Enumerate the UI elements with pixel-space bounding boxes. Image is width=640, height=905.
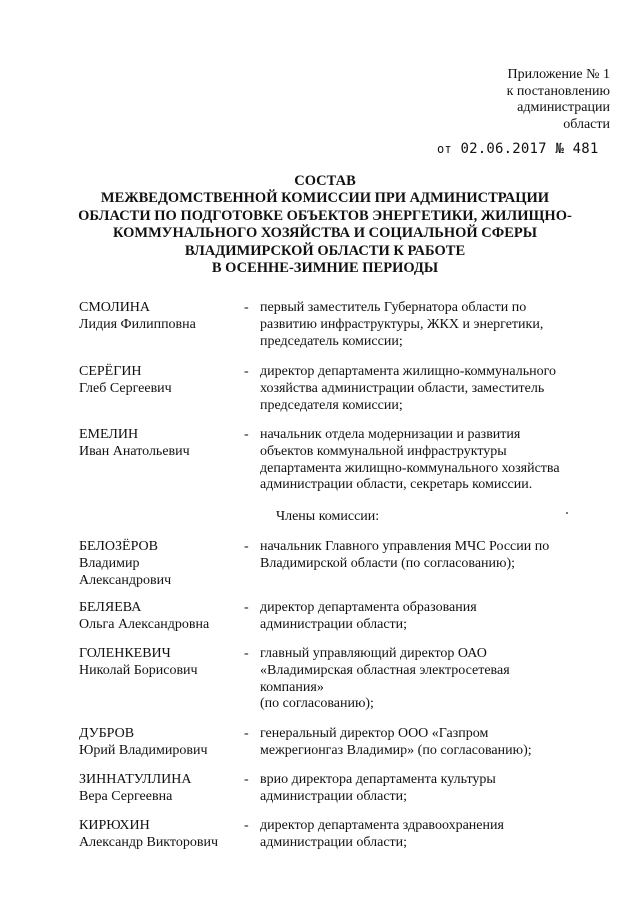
- member-name: [79, 539, 239, 589]
- position-line: главный управляющий директор ОАО: [260, 646, 487, 661]
- appendix-line: области: [563, 116, 610, 132]
- dash-separator: -: [244, 772, 249, 787]
- member-name: [79, 300, 239, 334]
- member-position: [260, 300, 620, 350]
- scan-speck: [566, 512, 568, 514]
- member-surname: ЗИННАТУЛЛИНА: [79, 772, 192, 787]
- member-surname: ГОЛЕНКЕВИЧ: [79, 646, 171, 661]
- order-prefix: от: [437, 142, 452, 156]
- member-name: [79, 600, 239, 634]
- position-line: председателя комиссии;: [260, 397, 403, 413]
- title-line: ОБЛАСТИ ПО ПОДГОТОВКЕ ОБЪЕКТОВ ЭНЕРГЕТИКИ, ЖИЛИЩНО-: [78, 207, 572, 224]
- appendix-line: администрации: [517, 100, 610, 115]
- appendix-line: к постановлению: [506, 83, 610, 99]
- position-line: «Владимирская областная электросетевая: [260, 662, 510, 678]
- document-title: [60, 173, 590, 277]
- order-date-number: [437, 141, 599, 157]
- member-name: [79, 772, 239, 806]
- member-given-name: Владимир: [79, 555, 140, 571]
- dash-separator: -: [244, 726, 249, 741]
- member-name: [79, 646, 239, 680]
- member-position: [260, 364, 620, 414]
- member-position: [260, 818, 620, 852]
- appendix-block: [507, 67, 610, 133]
- position-line: директор департамента образования: [260, 600, 477, 615]
- title-line: МЕЖВЕДОМСТВЕННОЙ КОМИССИИ ПРИ АДМИНИСТРАЦИИ: [100, 190, 550, 207]
- position-line: администрации области;: [260, 616, 408, 632]
- members-heading: Члены комиссии:: [276, 509, 380, 524]
- dash-separator: -: [244, 427, 249, 442]
- position-line: развитию инфраструктуры, ЖКХ и энергетики,: [260, 316, 544, 332]
- member-name: [79, 427, 239, 461]
- member-position: [260, 427, 620, 494]
- position-line: хозяйства администрации области, заместитель: [260, 380, 545, 396]
- position-line: администрации области, секретарь комиссии.: [260, 477, 533, 493]
- member-name: [79, 726, 239, 760]
- title-line: СОСТАВ: [294, 173, 356, 189]
- member-given-name: Глеб Сергеевич: [79, 380, 172, 396]
- position-line: межрегионгаз Владимир» (по согласованию);: [260, 742, 532, 758]
- member-given-name: Александрович: [79, 572, 172, 588]
- order-text: 02.06.2017 № 481: [460, 141, 599, 157]
- position-line: администрации области;: [260, 834, 408, 850]
- position-line: департамента жилищно-коммунального хозяйства: [260, 460, 560, 476]
- dash-separator: -: [244, 300, 249, 315]
- position-line: директор департамента жилищно-коммунального: [260, 364, 557, 379]
- position-line: Владимирской области (по согласованию);: [260, 555, 516, 571]
- member-given-name: Николай Борисович: [79, 662, 198, 678]
- position-line: председатель комиссии;: [260, 333, 403, 349]
- member-position: [260, 772, 620, 806]
- title-line: ВЛАДИМИРСКОЙ ОБЛАСТИ К РАБОТЕ: [184, 242, 466, 259]
- dash-separator: -: [244, 646, 249, 661]
- dash-separator: -: [244, 539, 249, 554]
- title-line: В ОСЕННЕ-ЗИМНИЕ ПЕРИОДЫ: [211, 260, 439, 277]
- member-given-name: Ольга Александровна: [79, 616, 210, 632]
- dash-separator: -: [244, 364, 249, 379]
- position-line: объектов коммунальной инфраструктуры: [260, 443, 507, 459]
- member-surname: СЕРЁГИН: [79, 364, 142, 379]
- member-given-name: Александр Викторович: [79, 834, 219, 850]
- position-line: генеральный директор ООО «Газпром: [260, 726, 489, 741]
- position-line: начальник отдела модернизации и развития: [260, 427, 521, 442]
- member-surname: БЕЛОЗЁРОВ: [79, 539, 158, 554]
- member-given-name: Лидия Филипповна: [79, 316, 196, 332]
- member-position: [260, 646, 620, 713]
- member-name: [79, 364, 239, 398]
- member-name: [79, 818, 239, 852]
- position-line: директор департамента здравоохранения: [260, 818, 504, 833]
- member-given-name: Вера Сергеевна: [79, 788, 173, 804]
- title-line: КОММУНАЛЬНОГО ХОЗЯЙСТВА И СОЦИАЛЬНОЙ СФЕРЫ: [113, 225, 537, 242]
- member-position: [260, 600, 620, 634]
- dash-separator: -: [244, 818, 249, 833]
- member-surname: ЕМЕЛИН: [79, 427, 139, 442]
- member-given-name: Юрий Владимирович: [79, 742, 208, 758]
- member-surname: БЕЛЯЕВА: [79, 600, 142, 615]
- member-position: [260, 726, 620, 760]
- member-surname: ДУБРОВ: [79, 726, 135, 741]
- position-line: первый заместитель Губернатора области по: [260, 300, 527, 315]
- appendix-line: Приложение № 1: [507, 67, 610, 82]
- position-line: врио директора департамента культуры: [260, 772, 496, 787]
- member-surname: СМОЛИНА: [79, 300, 151, 315]
- position-line: начальник Главного управления МЧС России по: [260, 539, 550, 554]
- member-given-name: Иван Анатольевич: [79, 443, 190, 459]
- position-line: администрации области;: [260, 788, 408, 804]
- member-position: [260, 539, 620, 573]
- position-line: компания»: [260, 679, 324, 695]
- position-line: (по согласованию);: [260, 696, 374, 712]
- dash-separator: -: [244, 600, 249, 615]
- member-surname: КИРЮХИН: [79, 818, 150, 833]
